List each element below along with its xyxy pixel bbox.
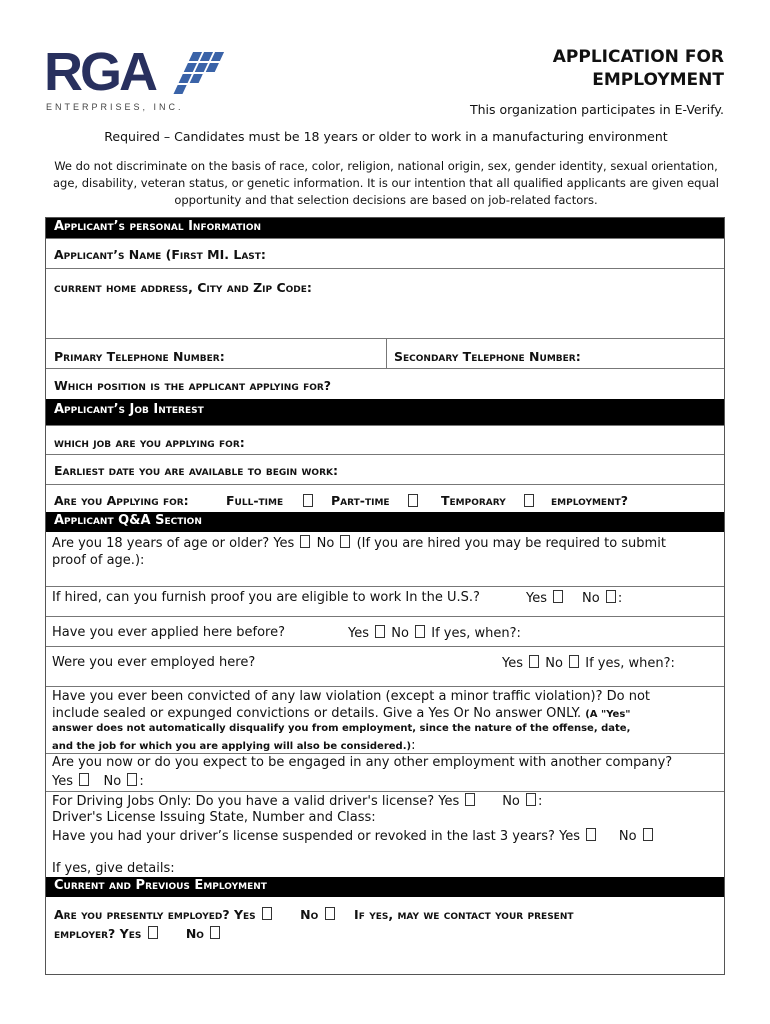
license-no-checkbox[interactable]: [526, 793, 536, 806]
nondiscrimination-statement: We do not discriminate on the basis of race, color, religion, national origin, sex, gender identity, sexual orientation, age, disability, veteran status, or genetic information. It is our intention that all qualified applicants are given equal opportunity and that selection decisions are based on job-related factors.: [52, 159, 719, 207]
proof-question: If hired, can you furnish proof you are eligible to work In the U.S.?: [52, 590, 480, 605]
applied-no-label: No: [391, 626, 409, 641]
license-yes-checkbox[interactable]: [465, 793, 475, 806]
driving-question: For Driving Jobs Only: Do you have a valid driver's license? Yes No :: [52, 794, 543, 809]
company-logo: [44, 44, 224, 116]
contact-no-checkbox[interactable]: [210, 926, 220, 939]
proof-question-row: [46, 586, 724, 616]
applied-answers: [348, 625, 521, 641]
address-label: current home address, City and Zip Code:: [54, 280, 312, 295]
name-field[interactable]: [46, 238, 724, 268]
secondary-phone-label: Secondary Telephone Number:: [394, 349, 581, 364]
full-time-checkbox[interactable]: [303, 494, 313, 507]
contact-employer-text: If yes, may we contact your present: [354, 907, 574, 922]
which-job-label: which job are you applying for:: [54, 435, 245, 450]
contact-no-label: No: [185, 926, 204, 941]
conviction-line-1: Have you ever been convicted of any law violation (except a minor traffic violation)? Do not: [52, 689, 651, 704]
phone-divider: [386, 339, 387, 368]
other-no-label: No: [103, 774, 122, 789]
other-employment-question: Are you now or do you expect to be engaged in any other employment with another company?: [52, 755, 673, 770]
conviction-line-4: and the job for which you are applying will also be considered.):: [52, 738, 416, 753]
applied-question-row: [46, 616, 724, 646]
which-job-field[interactable]: [46, 425, 724, 454]
proof-no-checkbox[interactable]: [606, 590, 616, 603]
age-question-text: Are you 18 years of age or older? Yes: [52, 536, 295, 551]
conviction-line-2-note: (A "Yes": [585, 709, 631, 720]
employed-no-label: No: [545, 656, 563, 671]
application-form: [45, 217, 725, 975]
applied-when-label: If yes, when?:: [431, 626, 521, 641]
everify-note: This organization participates in E-Verify.: [469, 102, 724, 117]
position-field[interactable]: [46, 368, 724, 398]
conviction-line-3: answer does not automatically disqualify you from employment, since the nature of the offense, date,: [52, 723, 631, 734]
employed-answers: [502, 655, 675, 671]
proof-yes-label: Yes: [526, 591, 547, 606]
temporary-label: Temporary: [441, 493, 506, 508]
driving-row: [46, 791, 724, 877]
title-line-1: APPLICATION FOR: [552, 47, 724, 67]
employed-yes-checkbox[interactable]: [529, 655, 539, 668]
other-yes-label: Yes: [52, 774, 73, 789]
proof-no-label: No: [582, 591, 600, 606]
employment-type-row: [46, 484, 724, 512]
employment-label: employment?: [551, 493, 628, 508]
section-employment: Current and Previous Employment: [46, 877, 724, 897]
name-label: Applicant’s Name (First MI. Last:: [54, 247, 266, 262]
conviction-line-4-text: and the job for which you are applying will also be considered.): [52, 741, 412, 752]
conviction-line-2-text: include sealed or expunged convictions or details. Give a Yes Or No answer ONLY.: [52, 706, 582, 721]
license-state-text: Driver's License Issuing State, Number and Class:: [52, 810, 376, 825]
temporary-checkbox[interactable]: [524, 494, 534, 507]
applied-no-checkbox[interactable]: [415, 625, 425, 638]
section-personal-info: Applicant’s personal Information: [46, 218, 724, 238]
page-title: [424, 46, 724, 92]
employment-row: [46, 897, 724, 976]
contact-employer: [54, 926, 222, 941]
presently-no-checkbox[interactable]: [325, 907, 335, 920]
part-time-checkbox[interactable]: [408, 494, 418, 507]
applied-yes-label: Yes: [348, 626, 369, 641]
conviction-line-2: [52, 706, 631, 721]
logo-wordmark: RGA: [44, 42, 155, 102]
proof-yes-checkbox[interactable]: [553, 590, 563, 603]
other-employment-row: [46, 753, 724, 791]
applied-question: Have you ever applied here before?: [52, 625, 285, 640]
suspended-question: [52, 828, 655, 844]
presently-yes-checkbox[interactable]: [262, 907, 272, 920]
full-time-label: Full-time: [226, 493, 284, 508]
other-yes-checkbox[interactable]: [79, 773, 89, 786]
contact-employer-text-2: employer? Yes: [54, 926, 142, 941]
employed-question: Were you ever employed here?: [52, 655, 256, 670]
primary-phone-label: Primary Telephone Number:: [54, 349, 225, 364]
age-requirement: Required – Candidates must be 18 years or older to work in a manufacturing environment: [104, 129, 668, 144]
logo-subtitle: ENTERPRISES, INC.: [46, 102, 184, 112]
phone-row: [46, 338, 724, 368]
other-no-checkbox[interactable]: [127, 773, 137, 786]
age-yes-checkbox[interactable]: [300, 535, 310, 548]
section-qa: Applicant Q&A Section: [46, 512, 724, 532]
license-no-label: No: [502, 794, 520, 809]
other-employment-answers: Yes No :: [52, 774, 144, 789]
earliest-date-field[interactable]: [46, 454, 724, 484]
proof-no: No :: [582, 591, 623, 606]
license-state-label: [52, 810, 376, 825]
employed-question-row: [46, 646, 724, 686]
employed-yes-label: Yes: [502, 656, 523, 671]
age-question-note-2: proof of age.):: [52, 553, 145, 568]
section-job-interest: Applicant’s Job Interest: [46, 399, 724, 425]
age-question-row: [46, 532, 724, 586]
suspended-details-label: If yes, give details:: [52, 861, 175, 876]
age-no-checkbox[interactable]: [340, 535, 350, 548]
age-no-label: No: [316, 536, 335, 551]
contact-yes-checkbox[interactable]: [148, 926, 158, 939]
applied-yes-checkbox[interactable]: [375, 625, 385, 638]
position-label: Which position is the applicant applying for?: [54, 378, 332, 393]
age-question-note: (If you are hired you may be required to submit: [356, 536, 666, 551]
suspended-no-checkbox[interactable]: [643, 828, 653, 841]
earliest-date-label: Earliest date you are available to begin work:: [54, 463, 338, 478]
part-time-label: Part-time: [331, 493, 390, 508]
conviction-question-row: [46, 686, 724, 753]
proof-yes: [526, 590, 565, 606]
presently-employed: [54, 907, 574, 922]
title-line-2: EMPLOYMENT: [592, 70, 724, 90]
suspended-question-text: Have you had your driver’s license suspended or revoked in the last 3 years? Yes: [52, 829, 581, 844]
age-question: [52, 535, 666, 551]
presently-no-label: No: [300, 907, 319, 922]
employed-when-label: If yes, when?:: [585, 656, 675, 671]
presently-employed-text: Are you presently employed? Yes: [54, 907, 256, 922]
driving-question-text: For Driving Jobs Only: Do you have a valid driver's license? Yes: [52, 794, 460, 809]
suspended-yes-checkbox[interactable]: [586, 828, 596, 841]
suspended-no-label: No: [618, 829, 637, 844]
logo-grid-icon: [168, 50, 228, 96]
employed-no-checkbox[interactable]: [569, 655, 579, 668]
applying-for-label: Are you Applying for:: [54, 493, 189, 508]
address-field[interactable]: [46, 268, 724, 338]
